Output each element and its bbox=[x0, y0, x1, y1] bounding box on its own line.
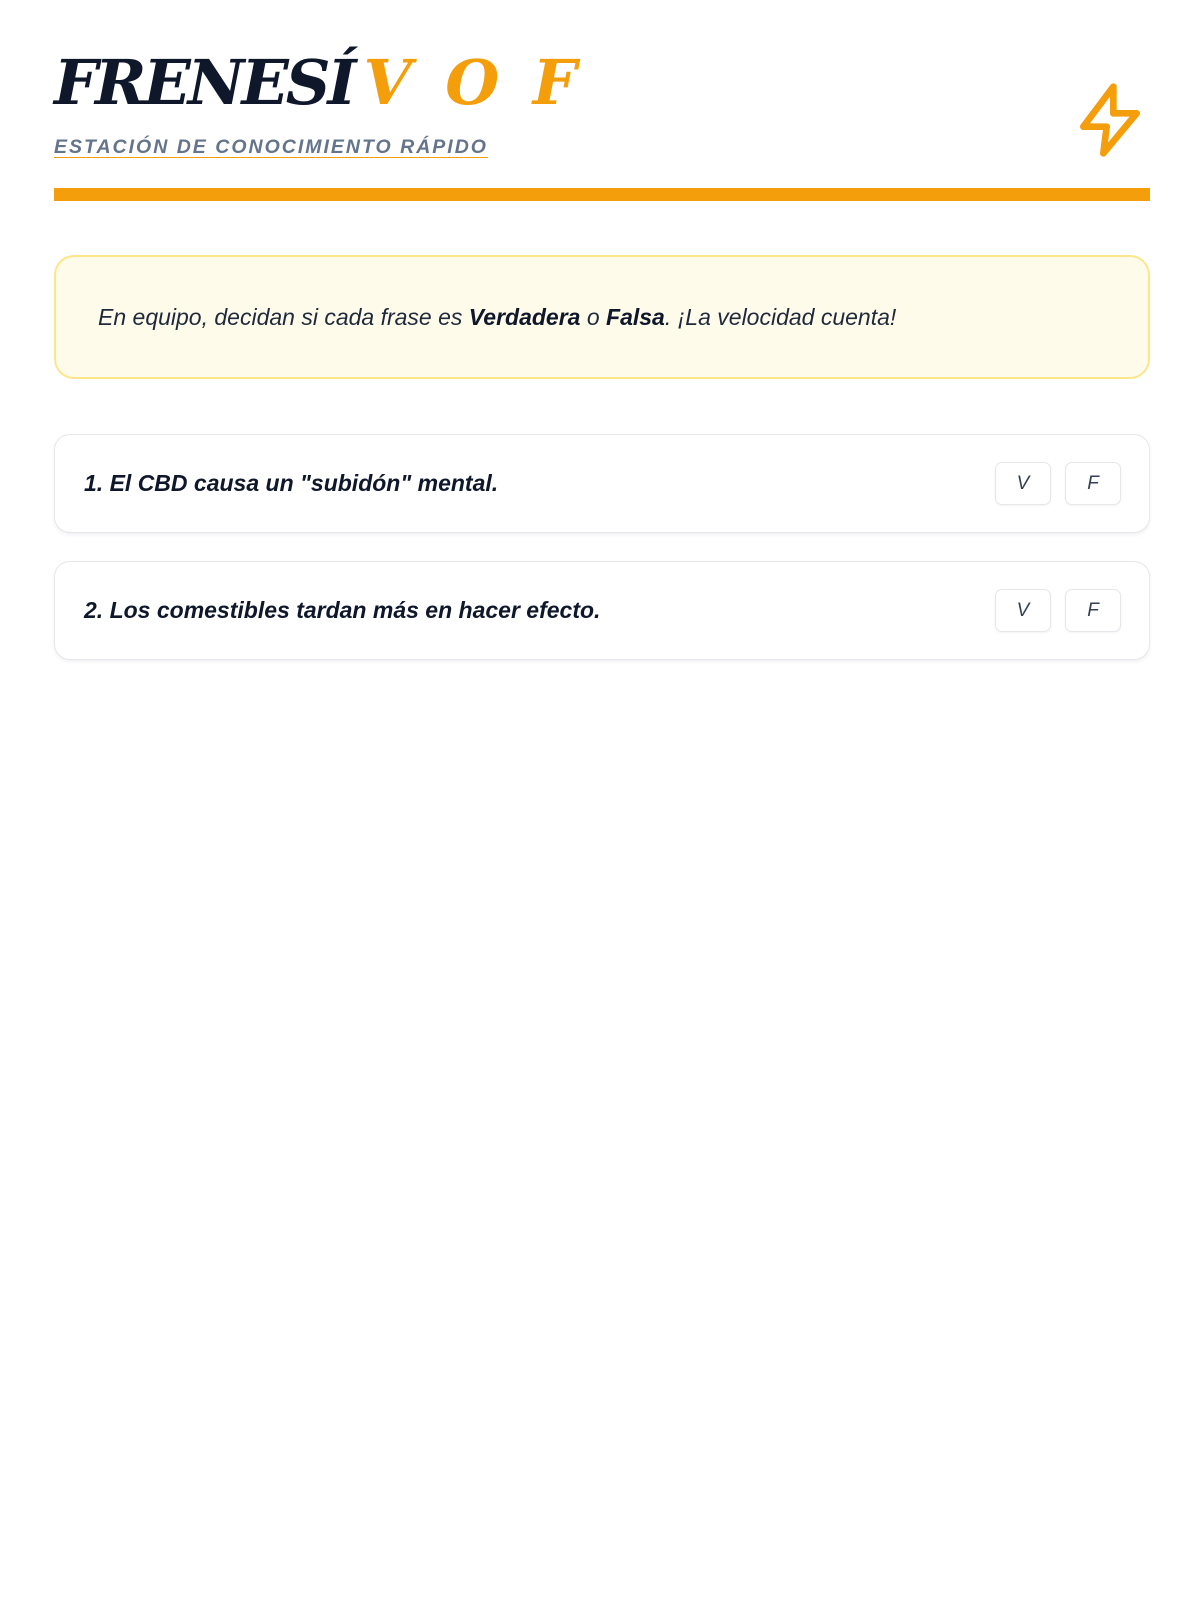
instructions-false-word: Falsa bbox=[606, 303, 665, 330]
question-card-1 bbox=[54, 434, 1150, 533]
instructions-pre: En equipo, decidan si cada frase es bbox=[98, 303, 469, 330]
instructions-post: . ¡La velocidad cuenta! bbox=[664, 303, 897, 330]
lightning-bolt-icon bbox=[1070, 80, 1150, 160]
false-button[interactable]: F bbox=[1065, 462, 1121, 505]
question-card-2 bbox=[54, 561, 1150, 660]
page-title bbox=[54, 46, 583, 119]
instructions-mid: o bbox=[580, 303, 607, 330]
question-text: 2. Los comestibles tardan más en hacer efecto. bbox=[84, 597, 601, 623]
true-button[interactable]: V bbox=[995, 462, 1051, 505]
header bbox=[54, 0, 1150, 200]
question-text: 1. El CBD causa un "subidón" mental. bbox=[84, 470, 499, 496]
instructions-callout bbox=[54, 255, 1150, 379]
false-button[interactable]: F bbox=[1065, 589, 1121, 632]
true-button[interactable]: V bbox=[995, 589, 1051, 632]
answer-buttons bbox=[995, 589, 1121, 632]
instructions-true-word: Verdadera bbox=[468, 303, 581, 330]
answer-buttons bbox=[995, 462, 1121, 505]
page bbox=[54, 0, 1150, 623]
instructions-text bbox=[98, 304, 896, 331]
title-accent: V O F bbox=[363, 46, 583, 119]
page-subtitle: ESTACIÓN DE CONOCIMIENTO RÁPIDO bbox=[54, 136, 488, 158]
title-main: FRENESÍ bbox=[54, 46, 354, 119]
header-divider bbox=[54, 188, 1150, 201]
